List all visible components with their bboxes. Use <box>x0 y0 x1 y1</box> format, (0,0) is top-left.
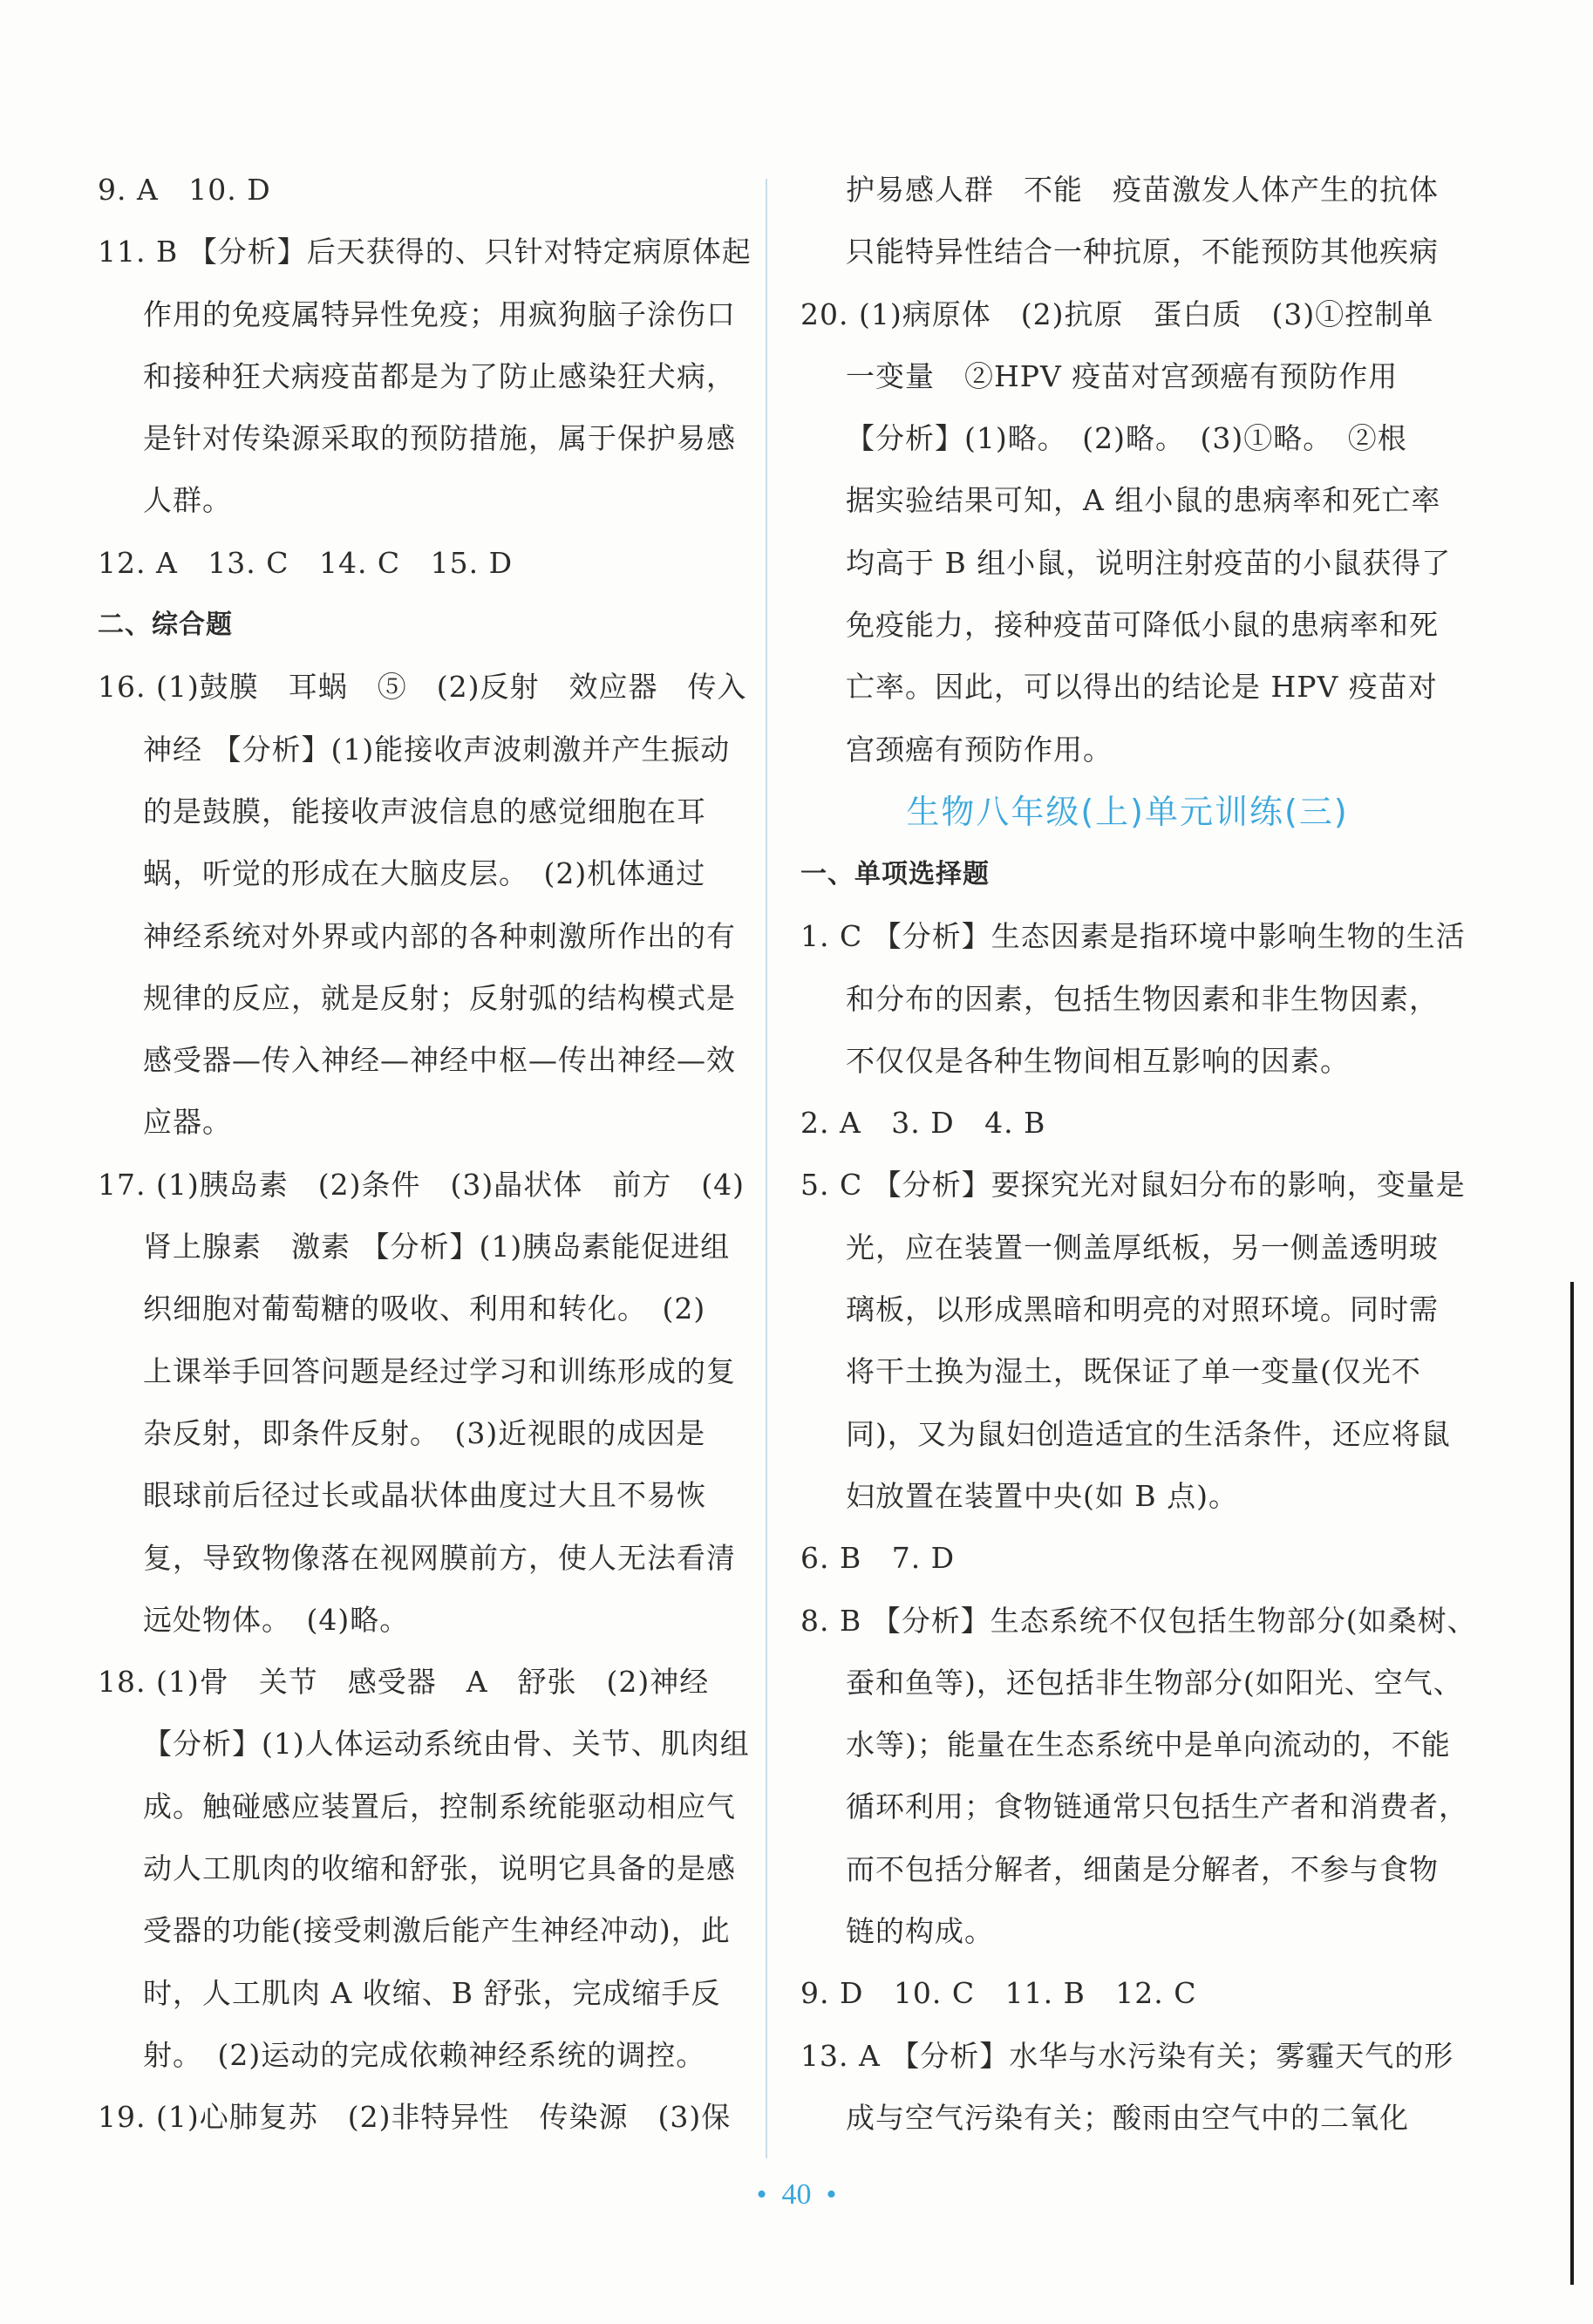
answer-line: 8. B 【分析】生态系统不仅包括生物部分(如桑树、 <box>800 1603 1477 1638</box>
answer-line: 妇放置在装置中央(如 B 点)。 <box>846 1478 1238 1513</box>
answer-line: 眼球前后径过长或晶状体曲度过大且不易恢 <box>143 1478 706 1513</box>
answer-line: 成与空气污染有关；酸雨由空气中的二氧化 <box>846 2100 1409 2135</box>
answer-line: 织细胞对葡萄糖的吸收、利用和转化。 (2) <box>143 1291 706 1326</box>
answer-line: 同)，又为鼠妇创造适宜的生活条件，还应将鼠 <box>846 1416 1451 1451</box>
answer-line: 据实验结果可知，A 组小鼠的患病率和死亡率 <box>846 483 1441 518</box>
answer-line: 19. (1)心肺复苏 (2)非特异性 传染源 (3)保 <box>98 2100 732 2135</box>
answer-line: 成。触碰感应装置后，控制系统能驱动相应气 <box>143 1789 736 1823</box>
page-number: • 40 • <box>756 2178 837 2211</box>
section-heading: 二、综合题 <box>98 610 233 641</box>
answer-line: 感受器—传入神经—神经中枢—传出神经—效 <box>143 1043 736 1078</box>
column-divider <box>766 179 767 2158</box>
answer-line: 璃板，以形成黑暗和明亮的对照环境。同时需 <box>846 1292 1439 1327</box>
answer-line: 远处物体。 (4)略。 <box>143 1602 410 1637</box>
answer-line: 和接种狂犬病疫苗都是为了防止感染狂犬病， <box>143 358 736 393</box>
answer-line: 规律的反应，就是反射；反射弧的结构模式是 <box>143 980 736 1015</box>
answer-line: 神经 【分析】(1)能接收声波刺激并产生振动 <box>143 732 731 767</box>
answer-line: 射。 (2)运动的完成依赖神经系统的调控。 <box>143 2037 706 2072</box>
page-edge-shadow <box>1570 1282 1574 2285</box>
answer-line: 蜗，听觉的形成在大脑皮层。 (2)机体通过 <box>143 856 706 891</box>
answer-line: 20. (1)病原体 (2)抗原 蛋白质 (3)①控制单 <box>800 296 1434 331</box>
answer-line: 链的构成。 <box>846 1914 994 1949</box>
answer-line: 光，应在装置一侧盖厚纸板，另一侧盖透明玻 <box>846 1230 1439 1264</box>
answer-line: 11. B 【分析】后天获得的、只针对特定病原体起 <box>98 235 752 269</box>
answer-line: 人群。 <box>143 483 232 518</box>
answer-line: 宫颈癌有预防作用。 <box>846 732 1113 767</box>
answer-line: 5. C 【分析】要探究光对鼠妇分布的影响，变量是 <box>800 1168 1466 1203</box>
answer-line: 肾上腺素 激素 【分析】(1)胰岛素能促进组 <box>143 1230 731 1264</box>
answer-line: 复，导致物像落在视网膜前方，使人无法看清 <box>143 1540 736 1575</box>
answer-line: 水等)；能量在生态系统中是单向流动的，不能 <box>846 1728 1451 1762</box>
answer-line: 9. D 10. C 11. B 12. C <box>800 1976 1197 2011</box>
right-column <box>800 159 1477 2149</box>
answer-line: 动人工肌肉的收缩和舒张，说明它具备的是感 <box>143 1851 736 1886</box>
section-heading: 一、单项选择题 <box>800 858 990 889</box>
answer-line: 6. B 7. D <box>800 1541 956 1576</box>
answer-line: 应器。 <box>143 1105 232 1140</box>
answer-line: 作用的免疫属特异性免疫；用疯狗脑子涂伤口 <box>143 296 736 331</box>
answer-line: 护易感人群 不能 疫苗激发人体产生的抗体 <box>846 173 1439 207</box>
answer-line: 循环利用；食物链通常只包括生产者和消费者， <box>846 1789 1468 1824</box>
answer-line: 时，人工肌肉 A 收缩、B 舒张，完成缩手反 <box>143 1975 721 2010</box>
answer-line: 16. (1)鼓膜 耳蜗 ⑤ (2)反射 效应器 传入 <box>98 670 747 705</box>
answer-line: 神经系统对外界或内部的各种刺激所作出的有 <box>143 918 736 953</box>
answer-line: 和分布的因素，包括生物因素和非生物因素， <box>846 981 1439 1016</box>
answer-line: 亡率。因此，可以得出的结论是 HPV 疫苗对 <box>846 670 1438 705</box>
answer-line: 均高于 B 组小鼠，说明注射疫苗的小鼠获得了 <box>846 545 1452 580</box>
answer-line: 而不包括分解者，细菌是分解者，不参与食物 <box>846 1851 1439 1886</box>
answer-line: 将干土换为湿土，既保证了单一变量(仅光不 <box>846 1354 1421 1389</box>
answer-line: 杂反射，即条件反射。 (3)近视眼的成因是 <box>143 1415 706 1450</box>
answer-line: 免疫能力，接种疫苗可降低小鼠的患病率和死 <box>846 608 1439 643</box>
answer-line: 18. (1)骨 关节 感受器 A 舒张 (2)神经 <box>98 1665 710 1700</box>
answer-line: 上课举手回答问题是经过学习和训练形成的复 <box>143 1353 736 1388</box>
answer-line: 12. A 13. C 14. C 15. D <box>98 545 514 580</box>
answer-line: 受器的功能(接受刺激后能产生神经冲动)，此 <box>143 1913 731 1948</box>
unit-title: 生物八年级(上)单元训练(三) <box>906 792 1349 831</box>
answer-line: 17. (1)胰岛素 (2)条件 (3)晶状体 前方 (4) <box>98 1167 745 1202</box>
page-number-value: 40 <box>781 2178 812 2211</box>
answer-line: 2. A 3. D 4. B <box>800 1106 1046 1141</box>
answer-line: 13. A 【分析】水华与水污染有关；雾霾天气的形 <box>800 2038 1454 2073</box>
answer-line: 的是鼓膜，能接收声波信息的感觉细胞在耳 <box>143 794 706 828</box>
left-column <box>98 159 752 2149</box>
answer-line: 9. A 10. D <box>98 173 271 207</box>
answer-line: 是针对传染源采取的预防措施，属于保护易感 <box>143 421 736 456</box>
answer-line: 【分析】(1)人体运动系统由骨、关节、肌肉组 <box>143 1727 750 1762</box>
answer-line: 蚕和鱼等)，还包括非生物部分(如阳光、空气、 <box>846 1665 1463 1700</box>
answer-line: 【分析】(1)略。 (2)略。 (3)①略。 ②根 <box>846 421 1407 456</box>
answer-line: 只能特异性结合一种抗原，不能预防其他疾病 <box>846 235 1439 269</box>
answer-line: 不仅仅是各种生物间相互影响的因素。 <box>846 1043 1350 1078</box>
answer-line: 1. C 【分析】生态因素是指环境中影响生物的生活 <box>800 919 1466 954</box>
answer-line: 一变量 ②HPV 疫苗对宫颈癌有预防作用 <box>846 358 1399 393</box>
